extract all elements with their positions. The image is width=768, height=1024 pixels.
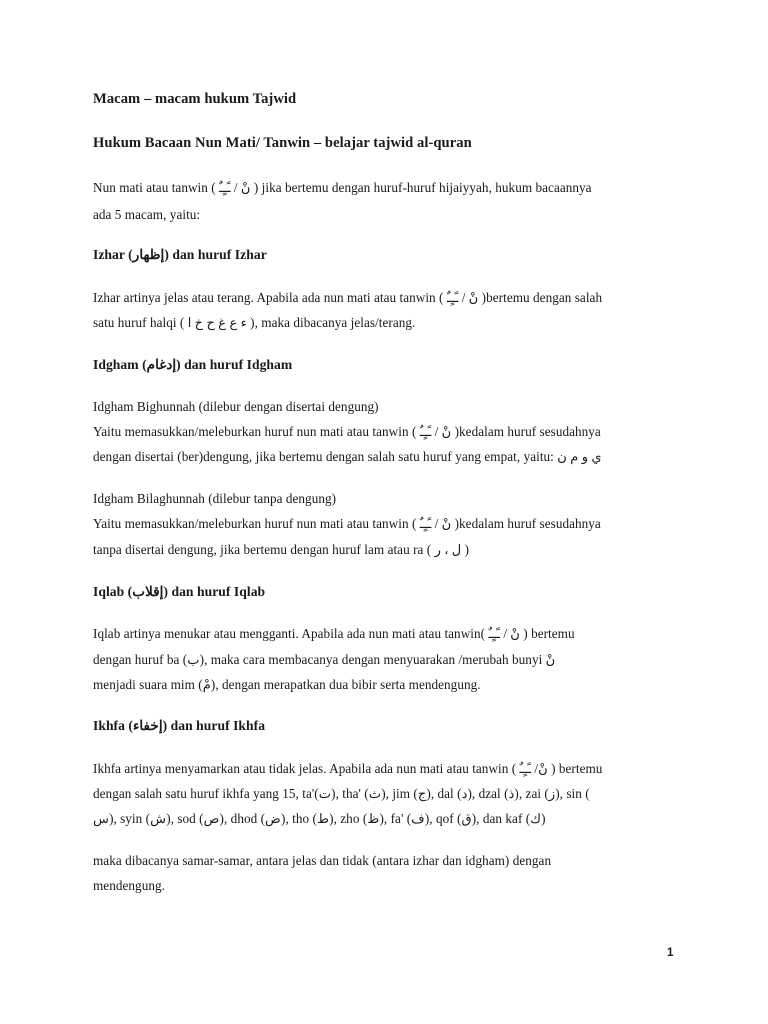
ikhfa-line-3: س), syin (ش), sod (ص), dhod (ض), tho (ط), zho (ظ), fa' (ف), qof (ق), dan kaf (ك) (93, 811, 546, 826)
idgham-bilaghunnah-title: Idgham Bilaghunnah (dilebur tanpa dengung) (93, 491, 337, 506)
izhar-line-1: Izhar artinya jelas atau terang. Apabila ada nun mati atau tanwin ( نْ / ـًـٍـٌ )bertemu dengan salah (93, 290, 603, 305)
ikhfa-line-2: dengan salah satu huruf ikhfa yang 15, ta'(ت), tha' (ث), jim (ج), dal (د), dzal (ذ), zai (ز), sin ( (93, 786, 590, 801)
ikhfa-line-1: Ikhfa artinya menyamarkan atau tidak jelas. Apabila ada nun mati atau tanwin ( نْ/ ـًـٍـٌ ) bertemu (93, 761, 603, 776)
document-subtitle: Hukum Bacaan Nun Mati/ Tanwin – belajar tajwid al-quran (93, 135, 472, 151)
izhar-line-2: satu huruf halqi ( ء ع غ ح خ ا ), maka dibacanya jelas/terang. (93, 315, 416, 330)
document-title: Macam – macam hukum Tajwid (93, 91, 297, 107)
iqlab-line-1: Iqlab artinya menukar atau mengganti. Apabila ada nun mati atau tanwin( نْ / ـًـٍـٌ ) bertemu (93, 626, 575, 641)
idgham-bighunnah-title: Idgham Bighunnah (dilebur dengan disertai dengung) (93, 399, 379, 414)
idgham-bilaghunnah-line-1: Yaitu memasukkan/meleburkan huruf nun mati atau tanwin ( نْ / ـًـٍـٌ )kedalam huruf sesudahnya (93, 516, 601, 531)
intro-line-2: ada 5 macam, yaitu: (93, 207, 201, 222)
intro-line-1: Nun mati atau tanwin ( نْ / ـًـٍـٌ ) jika bertemu dengan huruf-huruf hijaiyyah, hukum bacaannya (93, 180, 592, 195)
iqlab-line-3: menjadi suara mim (مْ), dengan merapatkan dua bibir serta mendengung. (93, 677, 481, 692)
idgham-bilaghunnah-line-2: tanpa disertai dengung, jika bertemu dengan huruf lam atau ra ( ل ، ر ) (93, 542, 470, 557)
ikhfa-closing-line-1: maka dibacanya samar-samar, antara jelas dan tidak (antara izhar dan idgham) dengan (93, 853, 552, 868)
iqlab-heading: Iqlab (إقلاب) dan huruf Iqlab (93, 584, 266, 599)
page-number: 1 (667, 947, 674, 959)
ikhfa-heading: Ikhfa (إخفاء) dan huruf Ikhfa (93, 718, 266, 733)
iqlab-line-2: dengan huruf ba (ب), maka cara membacanya dengan menyuarakan /merubah bunyi نْ (93, 652, 556, 667)
idgham-heading: Idgham (إدغام) dan huruf Idgham (93, 357, 293, 372)
ikhfa-closing-line-2: mendengung. (93, 878, 165, 893)
idgham-bighunnah-line-1: Yaitu memasukkan/meleburkan huruf nun mati atau tanwin ( نْ / ـًـٍـٌ )kedalam huruf sesudahnya (93, 424, 601, 439)
izhar-heading: Izhar (إظهار) dan huruf Izhar (93, 247, 267, 262)
idgham-bighunnah-line-2: dengan disertai (ber)dengung, jika bertemu dengan salah satu huruf yang empat, yaitu: ي و م ن (93, 449, 602, 464)
